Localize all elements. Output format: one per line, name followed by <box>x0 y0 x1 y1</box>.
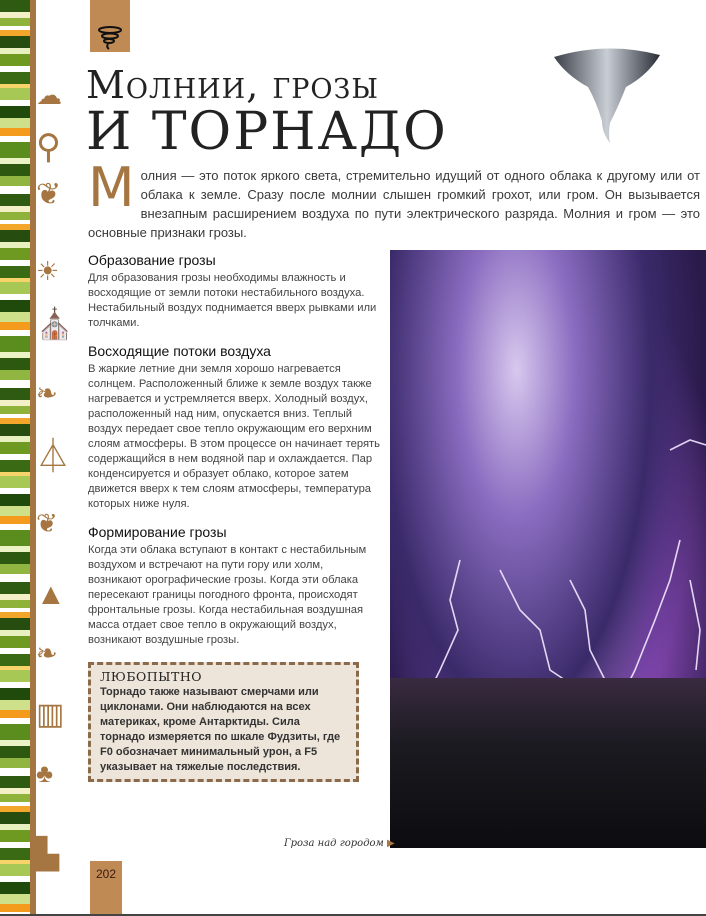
mountain-icon: ▲ <box>36 578 66 611</box>
thunderstorm-photo <box>390 250 706 848</box>
leaf-icon: ❦ <box>36 508 58 538</box>
intro-paragraph <box>88 156 700 242</box>
fact-box <box>88 662 359 782</box>
title-line-2: И ТОРНАДО <box>86 102 448 162</box>
palm-leaf-icon: ❦ <box>36 178 62 211</box>
page-title <box>86 63 448 162</box>
section-formation <box>88 252 380 331</box>
section-text: В жаркие летние дни земля хорошо нагревается солнцем. Расположенный ближе к земле воздух также нагревается и устремляется вверх. Холодный воздух, расположенный над ним, опускается вниз. Теплый воздух передает свое тепло окружающим его верхним слоям атмосферы. В этом процессе он начинает терять содержащийся в нем водяной пар и охлаждается. Пар конденсируется и образует облако, которое затем движется вверх к тем слоям атмосферы, температура которых ниже нуля. <box>88 363 380 510</box>
caption-text: Гроза над городом <box>284 838 384 849</box>
photo-caption <box>284 838 395 849</box>
caption-arrow-icon: ▶ <box>387 838 395 849</box>
section-storm-forming <box>88 524 380 648</box>
intro-text: олния — это поток яркого света, стремительно идущий от одного облака к другому или от облака к земле. Сразу после молнии слышен громкий грохот, или гром. Он вызывается внезапным расширением воздуха по пути электрического разряда. Молния и гром — это основные признаки грозы. <box>88 168 700 240</box>
section-updrafts <box>88 343 380 512</box>
tornado-image <box>552 45 662 145</box>
rain-cloud-icon: ☁ <box>36 80 62 110</box>
fact-box-title: ЛЮБОПЫТНО <box>100 669 202 684</box>
eiffel-tower-icon: ⏃ <box>36 438 70 476</box>
factory-icon: ▙ <box>36 838 60 871</box>
cathedral-icon: ⛪ <box>36 308 74 341</box>
wind-turbine-icon: ⚲ <box>36 128 61 166</box>
plant-icon: ❧ <box>36 378 58 408</box>
fact-box-text: Торнадо также называют смерчами или циклонами. Они наблюдаются на всех материках, кроме Антарктиды. Сила торнадо измеряется по шкале Фудзиты, где F0 обозначает минимальный урон, а F5 указывает на тяжелые последствия. <box>100 686 341 773</box>
section-heading: Образование грозы <box>88 252 216 268</box>
section-heading: Формирование грозы <box>88 524 227 540</box>
chapter-tab <box>90 0 130 52</box>
text-column <box>88 252 380 782</box>
drop-cap: М <box>88 156 135 219</box>
decorative-stripes <box>0 0 30 916</box>
section-heading: Восходящие потоки воздуха <box>88 343 271 359</box>
page-number: 202 <box>90 861 122 916</box>
fern-icon: ❧ <box>36 638 58 668</box>
section-text: Для образования грозы необходимы влажность и восходящие от земли потоки нестабильного воздуха. Нестабильный воздух поднимается вверх рывками или толчками. <box>88 272 377 329</box>
tree-icon: ♣ <box>36 758 54 788</box>
city-skyline <box>390 678 706 848</box>
building-icon: ▥ <box>36 698 65 731</box>
section-text: Когда эти облака вступают в контакт с нестабильным воздухом и встречают на пути гору или холм, возникают орографические грозы. Когда эти облака пересекают границы погодного фронта, происходят фронтальные грозы. Когда нестабильная воздушная масса отдает свое тепло в окружающий воздух, возникают воздушные грозы. <box>88 544 367 646</box>
tornado-icon <box>90 0 130 52</box>
sun-icon: ☀ <box>36 256 60 286</box>
title-line-1: Молнии, грозы <box>86 63 379 107</box>
